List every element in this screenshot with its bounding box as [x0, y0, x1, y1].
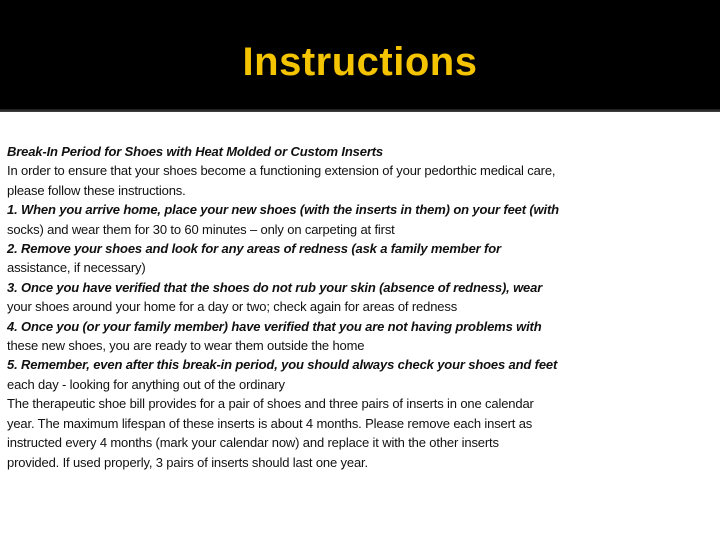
step-1-line: 1. When you arrive home, place your new shoes (with the inserts in them) on your feet (with [7, 202, 559, 218]
closing-line: instructed every 4 months (mark your calendar now) and replace it with the other inserts [7, 435, 499, 451]
section-heading: Break-In Period for Shoes with Heat Molded or Custom Inserts [7, 144, 384, 159]
step-5-line: 5. Remember, even after this break-in period, you should always check your shoes and feet [7, 357, 558, 373]
step-1-line: socks) and wear them for 30 to 60 minutes – only on carpeting at first [7, 221, 395, 237]
title-band [0, 0, 720, 112]
intro-line: please follow these instructions. [7, 182, 186, 198]
step-3-line: 3. Once you have verified that the shoes do not rub your skin (absence of redness), wear [7, 279, 543, 295]
closing-line: The therapeutic shoe bill provides for a pair of shoes and three pairs of inserts in one calendar [7, 396, 534, 412]
closing-line: provided. If used properly, 3 pairs of inserts should last one year. [7, 454, 368, 470]
intro-line: In order to ensure that your shoes become a functioning extension of your pedorthic medical care, [7, 163, 556, 179]
step-5-line: each day - looking for anything out of the ordinary [7, 376, 285, 392]
closing-line: year. The maximum lifespan of these inserts is about 4 months. Please remove each insert as [7, 415, 533, 431]
instructions-body [7, 142, 713, 472]
step-2-line: 2. Remove your shoes and look for any areas of redness (ask a family member for [7, 241, 501, 257]
step-4-line: these new shoes, you are ready to wear them outside the home [7, 338, 365, 354]
step-3-line: your shoes around your home for a day or two; check again for areas of redness [7, 299, 458, 315]
slide-title: Instructions [242, 40, 478, 84]
step-2-line: assistance, if necessary) [7, 260, 146, 276]
step-4-line: 4. Once you (or your family member) have verified that you are not having problems with [7, 318, 542, 334]
